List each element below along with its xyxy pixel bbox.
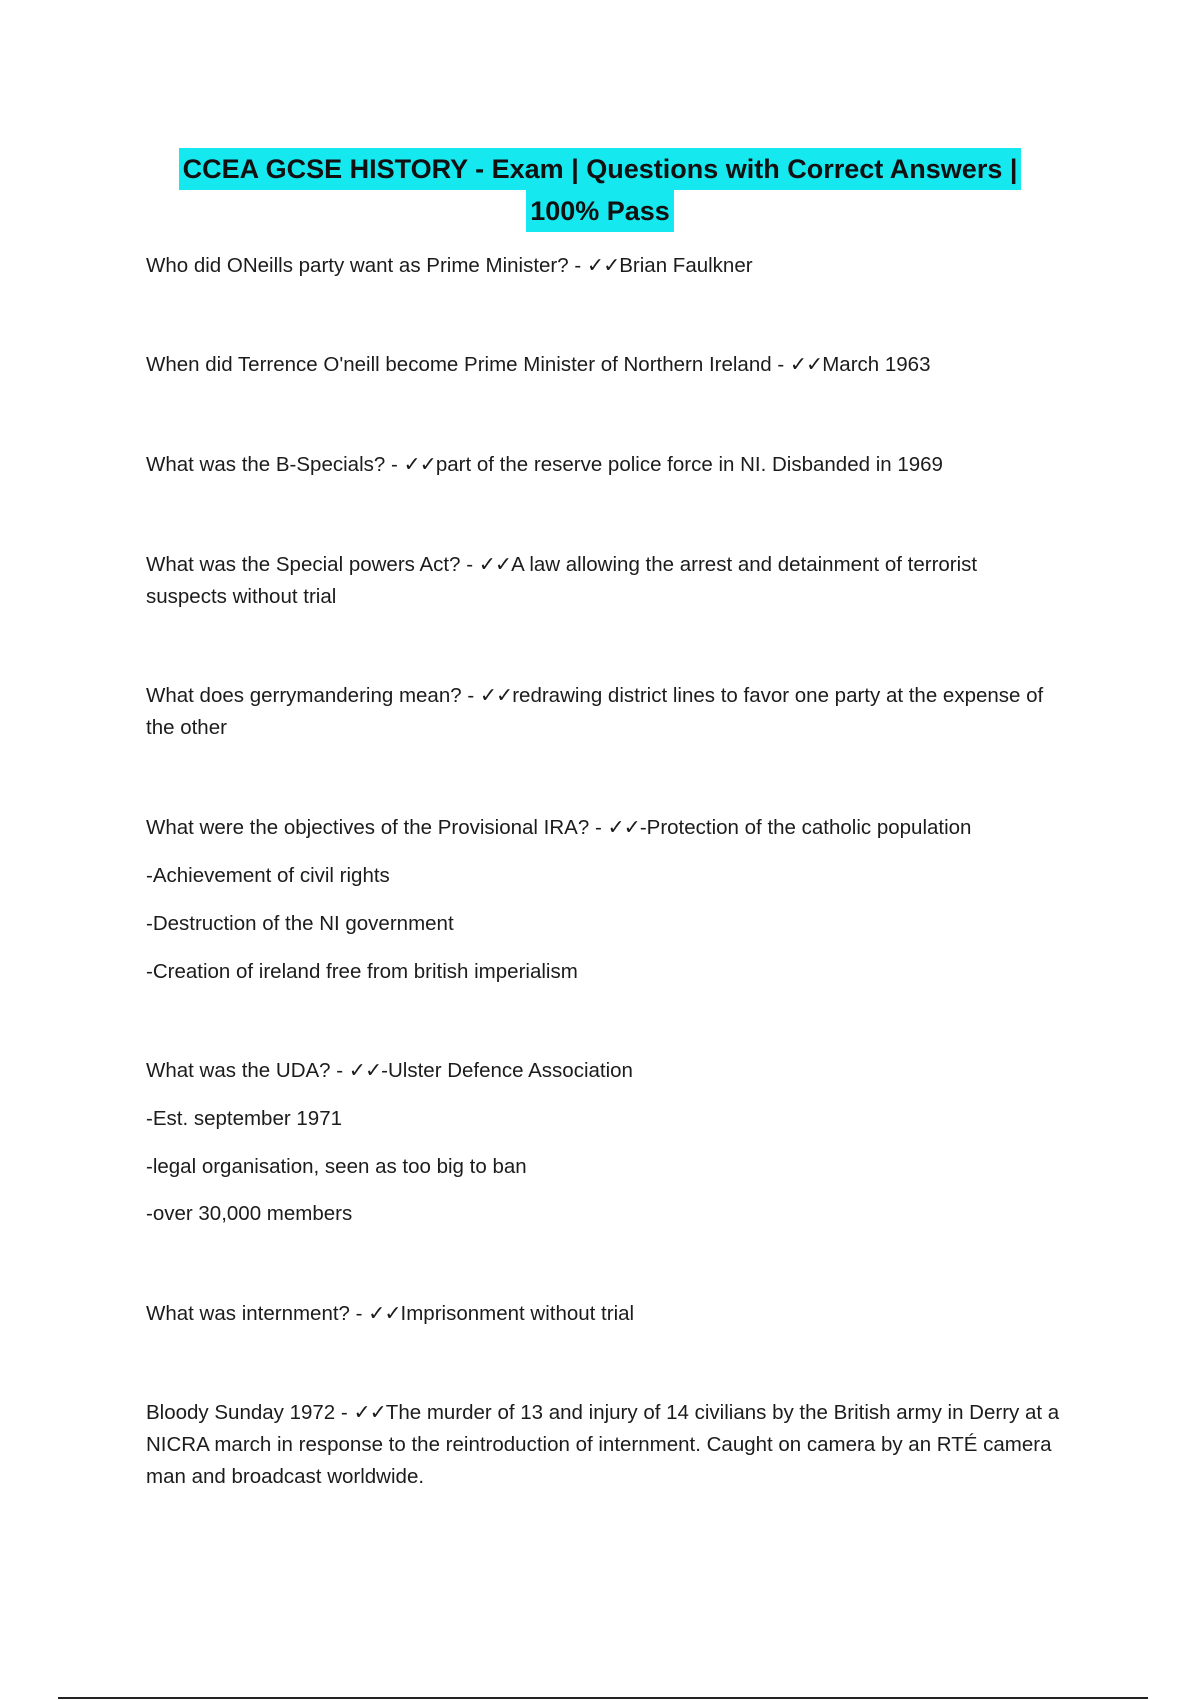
question-text: What was the UDA?	[146, 1059, 331, 1082]
qa-item-7	[146, 1055, 1076, 1087]
document-title	[0, 148, 1200, 232]
separator: -	[349, 1302, 369, 1325]
checkmark-icon: ✓✓	[479, 684, 513, 707]
checkmark-icon: ✓✓	[478, 553, 512, 576]
question-text: What was the B-Specials?	[146, 453, 386, 476]
checkmark-icon: ✓✓	[353, 1401, 386, 1424]
answer-line: -over 30,000 members	[146, 1202, 353, 1225]
answer-line: -Creation of ireland free from british imperialism	[146, 960, 578, 983]
qa-item-4	[146, 549, 996, 613]
qa-item-3	[146, 449, 1076, 481]
title-line-2: 100% Pass	[526, 190, 674, 232]
answer-line: -Achievement of civil rights	[146, 864, 390, 887]
answer-text: A law allowing the arrest and detainment of terrorist suspects without trial	[146, 553, 978, 608]
separator: -	[461, 684, 480, 707]
separator: -	[335, 1401, 354, 1424]
checkmark-icon: ✓✓	[607, 816, 640, 839]
separator: -	[771, 353, 790, 376]
checkmark-icon: ✓✓	[789, 353, 823, 376]
question-text: What were the objectives of the Provisional IRA?	[146, 816, 590, 839]
separator: -	[568, 254, 587, 277]
checkmark-icon: ✓✓	[403, 453, 436, 476]
question-text: What was internment?	[146, 1302, 350, 1325]
qa-item-5	[146, 680, 1046, 744]
separator: -	[589, 816, 608, 839]
qa-item-1	[146, 250, 1076, 282]
checkmark-icon: ✓✓	[348, 1059, 382, 1082]
answer-text: part of the reserve police force in NI. Disbanded in 1969	[435, 453, 943, 476]
checkmark-icon: ✓✓	[586, 254, 620, 277]
qa-item-8	[146, 1298, 1076, 1330]
answer-text: -Ulster Defence Association	[381, 1059, 633, 1082]
question-text: What does gerrymandering mean?	[146, 684, 462, 707]
qa-item-6	[146, 812, 1076, 844]
qa-item-2	[146, 349, 1076, 381]
question-text: Who did ONeills party want as Prime Minister?	[146, 254, 569, 277]
answer-text: Brian Faulkner	[619, 254, 753, 277]
answer-text: The murder of 13 and injury of 14 civilians by the British army in Derry at a NICRA march in response to the reintroduction of internment. Caught on camera by an RTÉ camera man and broadcast worldwide.	[146, 1401, 1060, 1488]
question-text: What was the Special powers Act?	[146, 553, 461, 576]
question-text: Bloody Sunday 1972	[146, 1401, 336, 1424]
answer-text: -Protection of the catholic population	[639, 816, 972, 839]
answer-line: -Est. september 1971	[146, 1107, 342, 1130]
separator: -	[330, 1059, 349, 1082]
separator: -	[385, 453, 404, 476]
separator: -	[460, 553, 479, 576]
title-line-1: CCEA GCSE HISTORY - Exam | Questions with Correct Answers |	[179, 148, 1022, 190]
checkmark-icon: ✓✓	[368, 1302, 401, 1325]
answer-text: redrawing district lines to favor one party at the expense of the other	[146, 684, 1044, 739]
qa-item-9	[146, 1397, 1066, 1493]
answer-line: -legal organisation, seen as too big to ban	[146, 1155, 527, 1178]
footer-divider	[58, 1697, 1148, 1699]
question-text: When did Terrence O'neill become Prime Minister of Northern Ireland	[146, 353, 772, 376]
answer-line: -Destruction of the NI government	[146, 912, 454, 935]
answer-text: March 1963	[822, 353, 931, 376]
answer-text: Imprisonment without trial	[400, 1302, 635, 1325]
